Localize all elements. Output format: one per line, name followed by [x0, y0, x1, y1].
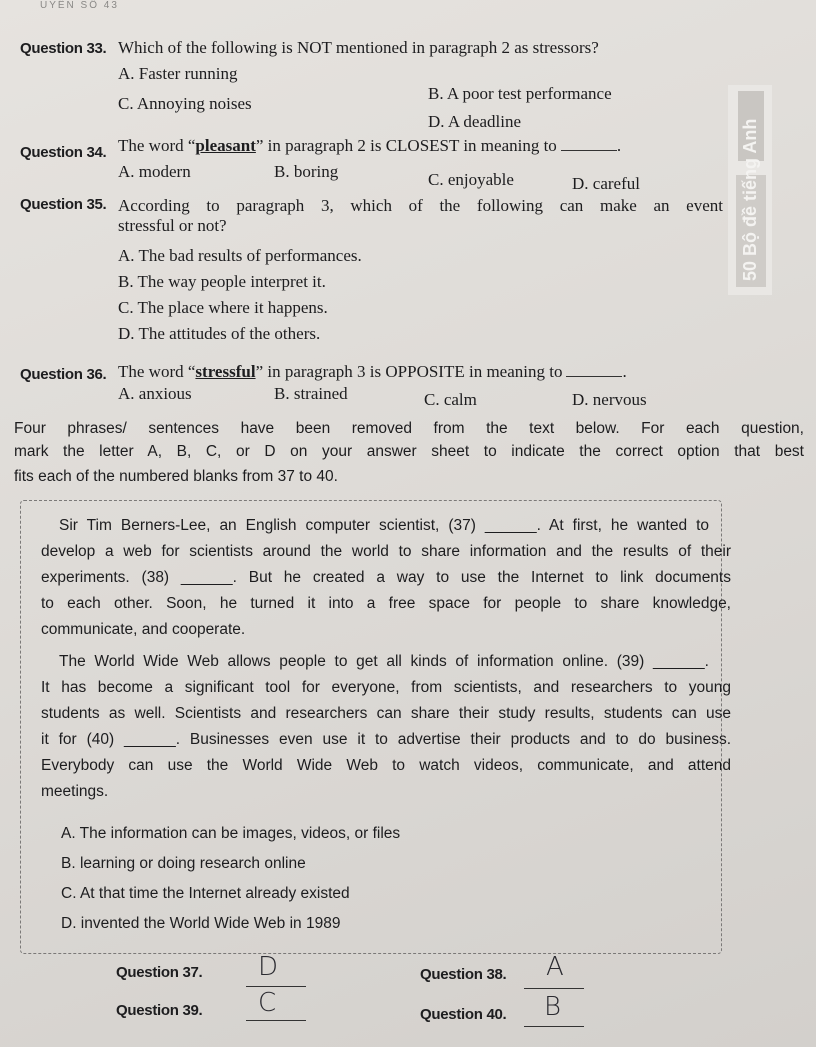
passage-p1-line4: to each other. Soon, he turned it into a free space for people to share knowledge, [41, 595, 731, 612]
q35-stem-line2: stressful or not? [118, 216, 227, 235]
q36-end: . [622, 362, 627, 381]
q34-label: Question 34. [20, 144, 107, 161]
q36-blank [566, 376, 622, 377]
q34-keyword: pleasant [195, 136, 256, 155]
q36-label: Question 36. [20, 366, 107, 383]
passage-p1-line5: communicate, and cooperate. [41, 621, 246, 638]
answer-q39-handwritten: C [258, 988, 277, 1018]
answer-q38-line [524, 988, 584, 989]
q36-stem [118, 362, 627, 382]
header-fragment: UYÊN SỐ 43 [40, 0, 119, 11]
q35-option-a: A. The bad results of performances. [118, 246, 362, 265]
q34-option-c: C. enjoyable [428, 170, 514, 189]
q36-option-c: C. calm [424, 390, 477, 409]
q34-blank [561, 150, 617, 151]
passage-option-c: C. At that time the Internet already existed [61, 885, 350, 902]
q33-option-d: D. A deadline [428, 112, 522, 131]
answer-q37-line [246, 986, 306, 987]
passage-p1-line2: develop a web for scientists around the world to share information and the results of their [41, 543, 731, 560]
passage-p1-line3: experiments. (38) ______. But he created a way to use the Internet to link documents [41, 569, 731, 586]
side-strip-text: 50 Bộ đề tiếng Anh [740, 118, 760, 281]
q34-stem [118, 136, 621, 156]
q33-option-a: A. Faster running [118, 64, 238, 83]
passage-p2-line3: students as well. Scientists and researchers can share their study results, students can use [41, 705, 731, 722]
q33-stem: Which of the following is NOT mentioned in paragraph 2 as stressors? [118, 38, 599, 57]
q36-stem-before: The word “ [118, 362, 196, 381]
q35-option-c: C. The place where it happens. [118, 298, 328, 317]
answer-q40-line [524, 1026, 584, 1027]
instructions-line3: fits each of the numbered blanks from 37 to 40. [14, 468, 338, 485]
passage-p2-line2: It has become a significant tool for everyone, from scientists, and researchers to young [41, 679, 731, 696]
q36-option-b: B. strained [274, 384, 348, 403]
q36-option-d: D. nervous [572, 390, 647, 409]
q36-keyword: stressful [195, 362, 256, 381]
q34-option-d: D. careful [572, 174, 640, 193]
answer-q37-handwritten: D [258, 952, 279, 982]
passage-box [20, 500, 731, 954]
passage-option-b: B. learning or doing research online [61, 855, 306, 872]
side-book-logo [728, 85, 772, 295]
q36-option-a: A. anxious [118, 384, 192, 403]
answer-q38-handwritten: A [546, 952, 564, 982]
instructions-line1: Four phrases/ sentences have been removed from the text below. For each question, [14, 420, 804, 437]
passage-p2-line1: The World Wide Web allows people to get all kinds of information online. (39) ______. [59, 653, 709, 670]
answer-q37-label: Question 37. [116, 964, 203, 981]
passage-option-d: D. invented the World Wide Web in 1989 [61, 915, 341, 932]
q34-stem-before: The word “ [118, 136, 196, 155]
q35-stem-line1: According to paragraph 3, which of the following can make an event [118, 196, 723, 215]
answer-q39-line [246, 1020, 306, 1021]
q33-option-b: B. A poor test performance [428, 84, 612, 103]
q34-end: . [616, 136, 622, 155]
passage-p1-line1: Sir Tim Berners-Lee, an English computer scientist, (37) ______. At first, he wanted to [59, 517, 709, 534]
instructions-line2: mark the letter A, B, C, or D on your answer sheet to indicate the correct option that best [14, 443, 804, 460]
passage-p2-line4: it for (40) ______. Businesses even use it to advertise their products and to do business. [41, 731, 731, 748]
q34-option-a: A. modern [118, 162, 191, 181]
answer-q40-handwritten: B [544, 992, 562, 1022]
q33-label: Question 33. [20, 40, 107, 57]
q34-stem-after: ” in paragraph 2 is CLOSEST in meaning to [255, 136, 557, 155]
answer-q40-label: Question 40. [420, 1006, 507, 1023]
q36-stem-after: ” in paragraph 3 is OPPOSITE in meaning to [255, 362, 563, 381]
book-logo-graphic [728, 85, 772, 295]
q35-label: Question 35. [20, 196, 107, 213]
passage-p2-line5: Everybody can use the World Wide Web to watch videos, communicate, and attend [41, 757, 731, 774]
answer-q38-label: Question 38. [420, 966, 507, 983]
answer-q39-label: Question 39. [116, 1002, 203, 1019]
q35-option-b: B. The way people interpret it. [118, 272, 326, 291]
q33-option-c: C. Annoying noises [118, 94, 252, 113]
q34-option-b: B. boring [274, 162, 339, 181]
passage-option-a: A. The information can be images, videos, or files [61, 825, 401, 842]
q35-option-d: D. The attitudes of the others. [118, 324, 321, 343]
passage-p2-line6: meetings. [41, 783, 109, 800]
